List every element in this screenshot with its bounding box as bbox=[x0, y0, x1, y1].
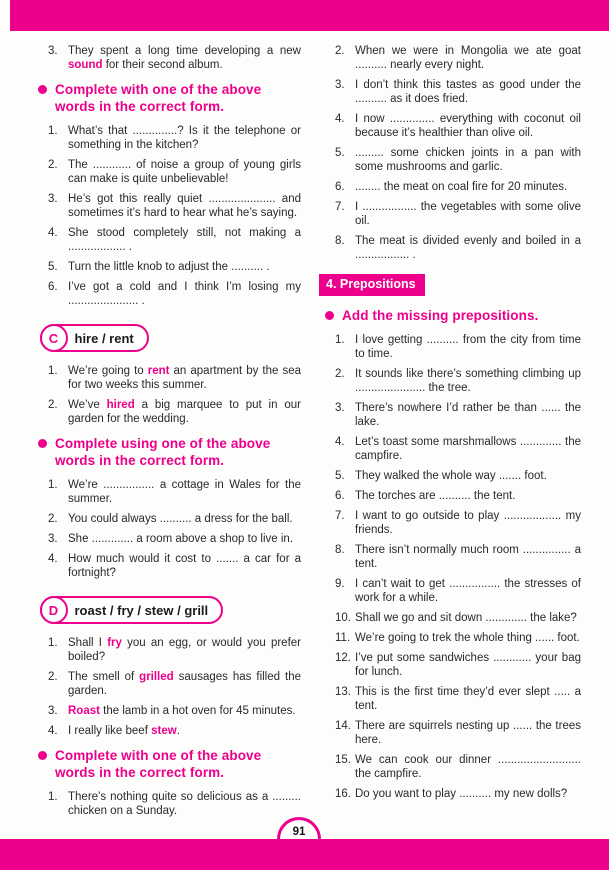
list-item bbox=[335, 753, 581, 781]
list-item bbox=[335, 435, 581, 463]
list-item bbox=[48, 44, 301, 72]
list-item bbox=[48, 280, 301, 308]
item-text: Shall I fry you an egg, or would you prefer boiled? bbox=[68, 637, 301, 663]
item-text: The torches are .......... the tent. bbox=[355, 489, 516, 502]
list-item bbox=[335, 631, 581, 645]
item-text: There isn’t normally much room ............... a tent. bbox=[355, 543, 581, 570]
list-item bbox=[48, 226, 301, 254]
item-number: 11. bbox=[335, 631, 351, 644]
list-item bbox=[335, 200, 581, 228]
item-text: The ............ of noise a group of young girls can make is quite unbelievable! bbox=[68, 159, 301, 185]
list-item bbox=[48, 398, 301, 426]
item-number: 4. bbox=[48, 227, 58, 239]
list-item bbox=[335, 577, 581, 605]
item-number: 7. bbox=[335, 509, 345, 522]
item-number: 1. bbox=[48, 125, 58, 137]
item-number: 8. bbox=[335, 235, 345, 247]
bullet-icon bbox=[38, 85, 47, 94]
item-number: 5. bbox=[335, 147, 345, 159]
highlighted-word: Roast bbox=[68, 705, 100, 717]
item-number: 4. bbox=[48, 725, 58, 737]
list-item bbox=[335, 401, 581, 429]
list-item bbox=[48, 670, 301, 698]
item-number: 6. bbox=[335, 489, 345, 502]
item-number: 1. bbox=[48, 365, 58, 377]
word-group-badge-c bbox=[40, 324, 149, 352]
list-item bbox=[48, 532, 301, 546]
badge-letter-d: D bbox=[40, 596, 68, 624]
item-text: I now .............. everything with coconut oil because it’s healthier than olive oil. bbox=[355, 113, 581, 139]
item-text: This is the first time they’d ever slept ..... a tent. bbox=[355, 685, 581, 712]
item-text: The meat is divided evenly and boiled in a ................. . bbox=[355, 235, 581, 261]
list-item bbox=[48, 552, 301, 580]
list-item bbox=[335, 146, 581, 174]
item-text: There are squirrels nesting up ...... the trees here. bbox=[355, 719, 581, 746]
list-item bbox=[48, 724, 301, 738]
item-number: 3. bbox=[48, 705, 58, 717]
exercise-list-a bbox=[38, 124, 301, 308]
exercise-instruction-c bbox=[38, 435, 301, 469]
exercise-list-d bbox=[38, 790, 301, 818]
item-number: 1. bbox=[48, 479, 58, 491]
list-item bbox=[335, 685, 581, 713]
list-item bbox=[335, 333, 581, 361]
item-text: There’s nowhere I’d rather be than ...... the lake. bbox=[355, 401, 581, 428]
list-item bbox=[335, 489, 581, 503]
exercise-instruction-prepositions bbox=[325, 307, 581, 324]
example-list-c bbox=[38, 364, 301, 426]
item-text: I can’t wait to get ................ the stresses of work for a while. bbox=[355, 577, 581, 604]
item-text: It sounds like there’s something climbing up ...................... the tree. bbox=[355, 367, 581, 394]
item-number: 2. bbox=[48, 513, 58, 525]
item-number: 3. bbox=[335, 79, 345, 91]
item-text: There’s nothing quite so delicious as a ......... chicken on a Sunday. bbox=[68, 791, 301, 817]
item-number: 7. bbox=[335, 201, 345, 213]
item-text: I’ve put some sandwiches ............ your bag for lunch. bbox=[355, 651, 581, 678]
list-item bbox=[335, 367, 581, 395]
item-number: 3. bbox=[48, 533, 58, 545]
list-item bbox=[335, 112, 581, 140]
item-text: We’re going to trek the whole thing ...... foot. bbox=[355, 631, 580, 644]
badge-words-c: hire / rent bbox=[74, 330, 134, 346]
item-text: They walked the whole way ....... foot. bbox=[355, 469, 547, 482]
item-text: We’ve hired a big marquee to put in our garden for the wedding. bbox=[68, 399, 301, 425]
badge-words-d: roast / fry / stew / grill bbox=[74, 602, 209, 618]
exercise-list-c bbox=[38, 478, 301, 580]
item-text: We can cook our dinner .......................... the campfire. bbox=[355, 753, 581, 780]
list-item bbox=[335, 719, 581, 747]
item-number: 1. bbox=[48, 791, 58, 803]
item-number: 1. bbox=[335, 333, 345, 346]
badge-letter-c: C bbox=[40, 324, 68, 352]
list-item bbox=[335, 234, 581, 262]
item-number: 5. bbox=[48, 261, 58, 273]
item-number: 5. bbox=[335, 469, 345, 482]
list-item bbox=[335, 78, 581, 106]
item-text: ........ the meat on coal fire for 20 minutes. bbox=[355, 181, 568, 193]
item-number: 12. bbox=[335, 651, 351, 664]
item-number: 6. bbox=[48, 281, 58, 293]
exercise-list-d-continued bbox=[325, 44, 581, 262]
item-number: 15. bbox=[335, 753, 351, 766]
bullet-icon bbox=[325, 311, 334, 320]
item-text: I don’t think this tastes as good under the .......... as it does fried. bbox=[355, 79, 581, 105]
item-text: Do you want to play .......... my new dolls? bbox=[355, 787, 568, 800]
item-text: We’re ................ a cottage in Wales for the summer. bbox=[68, 479, 301, 505]
bullet-icon bbox=[38, 439, 47, 448]
item-text: What’s that ..............? Is it the telephone or something in the kitchen? bbox=[68, 125, 301, 151]
item-number: 4. bbox=[335, 435, 345, 448]
item-number: 9. bbox=[335, 577, 345, 590]
item-text: I ................. the vegetables with some olive oil. bbox=[355, 201, 581, 227]
instruction-text: Complete with one of the above words in the correct form. bbox=[55, 748, 262, 780]
item-text: The smell of grilled sausages has filled the garden. bbox=[68, 671, 301, 697]
item-text: I want to go outside to play .................. my friends. bbox=[355, 509, 581, 536]
right-column bbox=[325, 44, 581, 824]
item-text: ......... some chicken joints in a pan with some mushrooms and garlic. bbox=[355, 147, 581, 173]
item-number: 2. bbox=[335, 45, 345, 57]
item-text: Let’s toast some marshmallows ............. the campfire. bbox=[355, 435, 581, 462]
highlighted-word: stew bbox=[151, 725, 177, 737]
list-item bbox=[48, 192, 301, 220]
item-text: When we were in Mongolia we ate goat .......... nearly every night. bbox=[355, 45, 581, 71]
item-text: They spent a long time developing a new sound for their second album. bbox=[68, 45, 301, 71]
item-number: 14. bbox=[335, 719, 351, 732]
list-item bbox=[48, 704, 301, 718]
exercise-instruction-d bbox=[38, 747, 301, 781]
list-item bbox=[48, 124, 301, 152]
left-column bbox=[38, 44, 301, 824]
item-text: He’s got this really quiet ..................... and sometimes it’s hard to hear what he’s saying. bbox=[68, 193, 301, 219]
list-item bbox=[48, 260, 301, 274]
item-number: 6. bbox=[335, 181, 345, 193]
item-number: 8. bbox=[335, 543, 345, 556]
item-text: How much would it cost to ....... a car for a fortnight? bbox=[68, 553, 301, 579]
highlighted-word: grilled bbox=[139, 671, 174, 683]
list-item bbox=[48, 158, 301, 186]
exercise-list-sound-tail bbox=[38, 44, 301, 72]
exercise-instruction-a bbox=[38, 81, 301, 115]
item-number: 10. bbox=[335, 611, 351, 624]
item-text: I really like beef stew. bbox=[68, 725, 180, 737]
item-text: She stood completely still, not making a .................. . bbox=[68, 227, 301, 253]
item-number: 1. bbox=[48, 637, 58, 649]
list-item bbox=[335, 543, 581, 571]
item-text: Turn the little knob to adjust the .......... . bbox=[68, 261, 270, 273]
item-number: 4. bbox=[335, 113, 345, 125]
top-border-bar bbox=[10, 0, 609, 31]
item-number: 13. bbox=[335, 685, 351, 698]
item-number: 2. bbox=[335, 367, 345, 380]
exercise-list-prepositions bbox=[325, 333, 581, 801]
list-item bbox=[48, 478, 301, 506]
item-text: Shall we go and sit down ............. the lake? bbox=[355, 611, 577, 624]
item-number: 2. bbox=[48, 399, 58, 411]
list-item bbox=[335, 469, 581, 483]
item-text: We’re going to rent an apartment by the sea for two weeks this summer. bbox=[68, 365, 302, 391]
instruction-text: Complete with one of the above words in the correct form. bbox=[55, 82, 262, 114]
list-item bbox=[48, 636, 301, 664]
item-text: Roast the lamb in a hot oven for 45 minutes. bbox=[68, 705, 296, 717]
instruction-text: Complete using one of the above words in the correct form. bbox=[55, 436, 271, 468]
item-number: 3. bbox=[335, 401, 345, 414]
item-text: I love getting .......... from the city from time to time. bbox=[355, 333, 581, 360]
item-number: 3. bbox=[48, 45, 58, 57]
bottom-border-bar bbox=[0, 839, 609, 870]
page-content bbox=[38, 44, 581, 824]
example-list-d bbox=[38, 636, 301, 738]
item-text: She ............. a room above a shop to live in. bbox=[68, 533, 294, 545]
list-item bbox=[335, 509, 581, 537]
highlighted-word: hired bbox=[106, 399, 135, 411]
item-number: 3. bbox=[48, 193, 58, 205]
bullet-icon bbox=[38, 751, 47, 760]
list-item bbox=[335, 651, 581, 679]
list-item bbox=[48, 512, 301, 526]
highlighted-word: sound bbox=[68, 59, 103, 71]
list-item bbox=[48, 364, 301, 392]
section-header-prepositions: 4. Prepositions bbox=[319, 274, 425, 296]
item-number: 4. bbox=[48, 553, 58, 565]
list-item bbox=[335, 611, 581, 625]
item-number: 2. bbox=[48, 159, 58, 171]
list-item bbox=[335, 180, 581, 194]
item-number: 2. bbox=[48, 671, 58, 683]
list-item bbox=[335, 787, 581, 801]
list-item bbox=[335, 44, 581, 72]
word-group-badge-d bbox=[40, 596, 223, 624]
instruction-text: Add the missing prepositions. bbox=[342, 307, 539, 323]
list-item bbox=[48, 790, 301, 818]
page-number: 91 bbox=[292, 826, 306, 838]
highlighted-word: fry bbox=[107, 637, 122, 649]
section-header-wrap bbox=[325, 268, 581, 298]
item-text: You could always .......... a dress for the ball. bbox=[68, 513, 293, 525]
item-text: I’ve got a cold and I think I’m losing my ...................... . bbox=[68, 281, 301, 307]
item-number: 16. bbox=[335, 787, 351, 800]
highlighted-word: rent bbox=[147, 365, 170, 377]
